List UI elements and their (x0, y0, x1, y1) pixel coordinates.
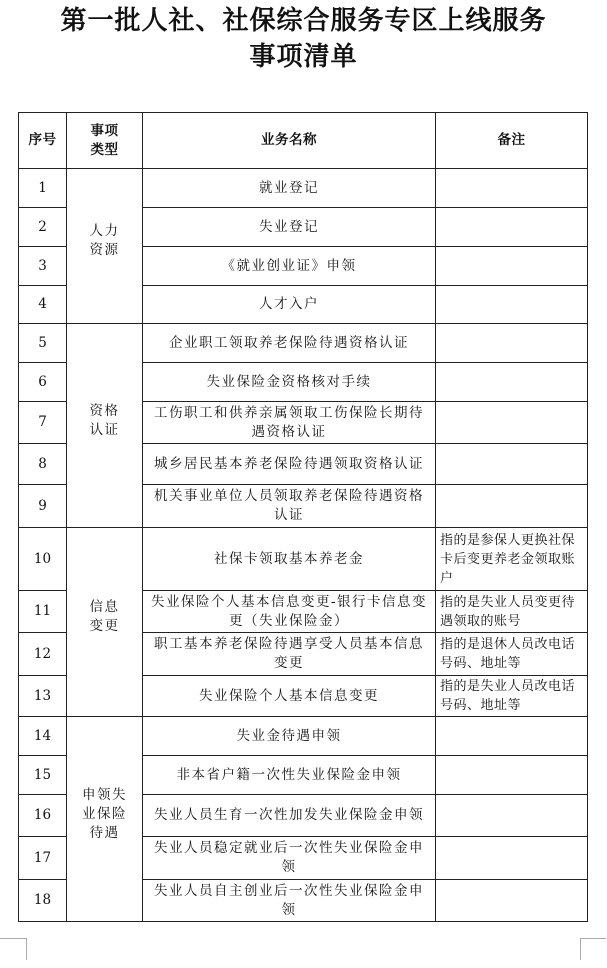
service-name: 失业人员稳定就业后一次性失业保险金申领 (143, 837, 436, 880)
table-row (19, 324, 588, 363)
note-cell (436, 402, 588, 444)
category-cell: 人力 资源 (67, 169, 143, 324)
document-title-line1: 第一批人社、社保综合服务专区上线服务 (60, 6, 547, 36)
service-name: 失业登记 (143, 208, 436, 247)
service-name: 人才入户 (143, 286, 436, 324)
header-no: 序号 (19, 113, 67, 169)
service-items-table (18, 112, 588, 922)
page-corner-mark-right (580, 938, 603, 960)
service-name: 失业保险个人基本信息变更 (143, 676, 436, 717)
table-row (19, 528, 588, 591)
document-title-line2: 事项清单 (249, 42, 358, 72)
table-row (19, 717, 588, 756)
service-name: 社保卡领取基本养老金 (143, 528, 436, 591)
row-number: 17 (19, 837, 67, 880)
row-number: 15 (19, 756, 67, 795)
note-cell: 指的是失业人员变更待遇领取的账号 (436, 591, 588, 633)
page-corner-mark-left (4, 938, 27, 960)
service-name: 城乡居民基本养老保险待遇领取资格认证 (143, 444, 436, 485)
note-cell (436, 795, 588, 837)
row-number: 4 (19, 286, 67, 324)
service-name: 机关事业单位人员领取养老保险待遇资格认证 (143, 485, 436, 528)
header-name: 业务名称 (143, 113, 436, 169)
row-number: 14 (19, 717, 67, 756)
row-number: 12 (19, 633, 67, 676)
note-cell (436, 880, 588, 922)
row-number: 8 (19, 444, 67, 485)
service-name: 失业保险个人基本信息变更-银行卡信息变更（失业保险金） (143, 591, 436, 633)
page-corner-mark-right-h (580, 938, 606, 939)
row-number: 18 (19, 880, 67, 922)
note-cell (436, 169, 588, 208)
row-number: 11 (19, 591, 67, 633)
row-number: 2 (19, 208, 67, 247)
category-cell: 资格 认证 (67, 324, 143, 528)
service-name: 失业保险金资格核对手续 (143, 363, 436, 402)
page-corner-mark-left-h (0, 938, 26, 939)
note-cell (436, 485, 588, 528)
row-number: 6 (19, 363, 67, 402)
service-name: 失业金待遇申领 (143, 717, 436, 756)
service-name: 《就业创业证》申领 (143, 247, 436, 286)
category-cell: 申领失 业保险 待遇 (67, 717, 143, 922)
category-cell: 信息 变更 (67, 528, 143, 717)
service-name: 失业人员自主创业后一次性失业保险金申领 (143, 880, 436, 922)
note-cell (436, 756, 588, 795)
service-name: 职工基本养老保险待遇享受人员基本信息变更 (143, 633, 436, 676)
note-cell (436, 324, 588, 363)
table-header-row (19, 113, 588, 169)
service-name: 工伤职工和供养亲属领取工伤保险长期待遇资格认证 (143, 402, 436, 444)
note-cell (436, 717, 588, 756)
header-note: 备注 (436, 113, 588, 169)
row-number: 5 (19, 324, 67, 363)
table-row (19, 169, 588, 208)
service-name: 非本省户籍一次性失业保险金申领 (143, 756, 436, 795)
note-cell (436, 444, 588, 485)
note-cell (436, 208, 588, 247)
row-number: 10 (19, 528, 67, 591)
table-body (19, 169, 588, 922)
note-cell (436, 837, 588, 880)
note-cell (436, 247, 588, 286)
service-name: 失业人员生育一次性加发失业保险金申领 (143, 795, 436, 837)
row-number: 9 (19, 485, 67, 528)
row-number: 16 (19, 795, 67, 837)
header-type: 事项 类型 (67, 113, 143, 169)
note-cell: 指的是失业人员改电话号码、地址等 (436, 676, 588, 717)
row-number: 3 (19, 247, 67, 286)
note-cell: 指的是参保人更换社保卡后变更养老金领取账户 (436, 528, 588, 591)
row-number: 7 (19, 402, 67, 444)
note-cell: 指的是退休人员改电话号码、地址等 (436, 633, 588, 676)
service-name: 企业职工领取养老保险待遇资格认证 (143, 324, 436, 363)
row-number: 1 (19, 169, 67, 208)
row-number: 13 (19, 676, 67, 717)
note-cell (436, 286, 588, 324)
note-cell (436, 363, 588, 402)
service-name: 就业登记 (143, 169, 436, 208)
